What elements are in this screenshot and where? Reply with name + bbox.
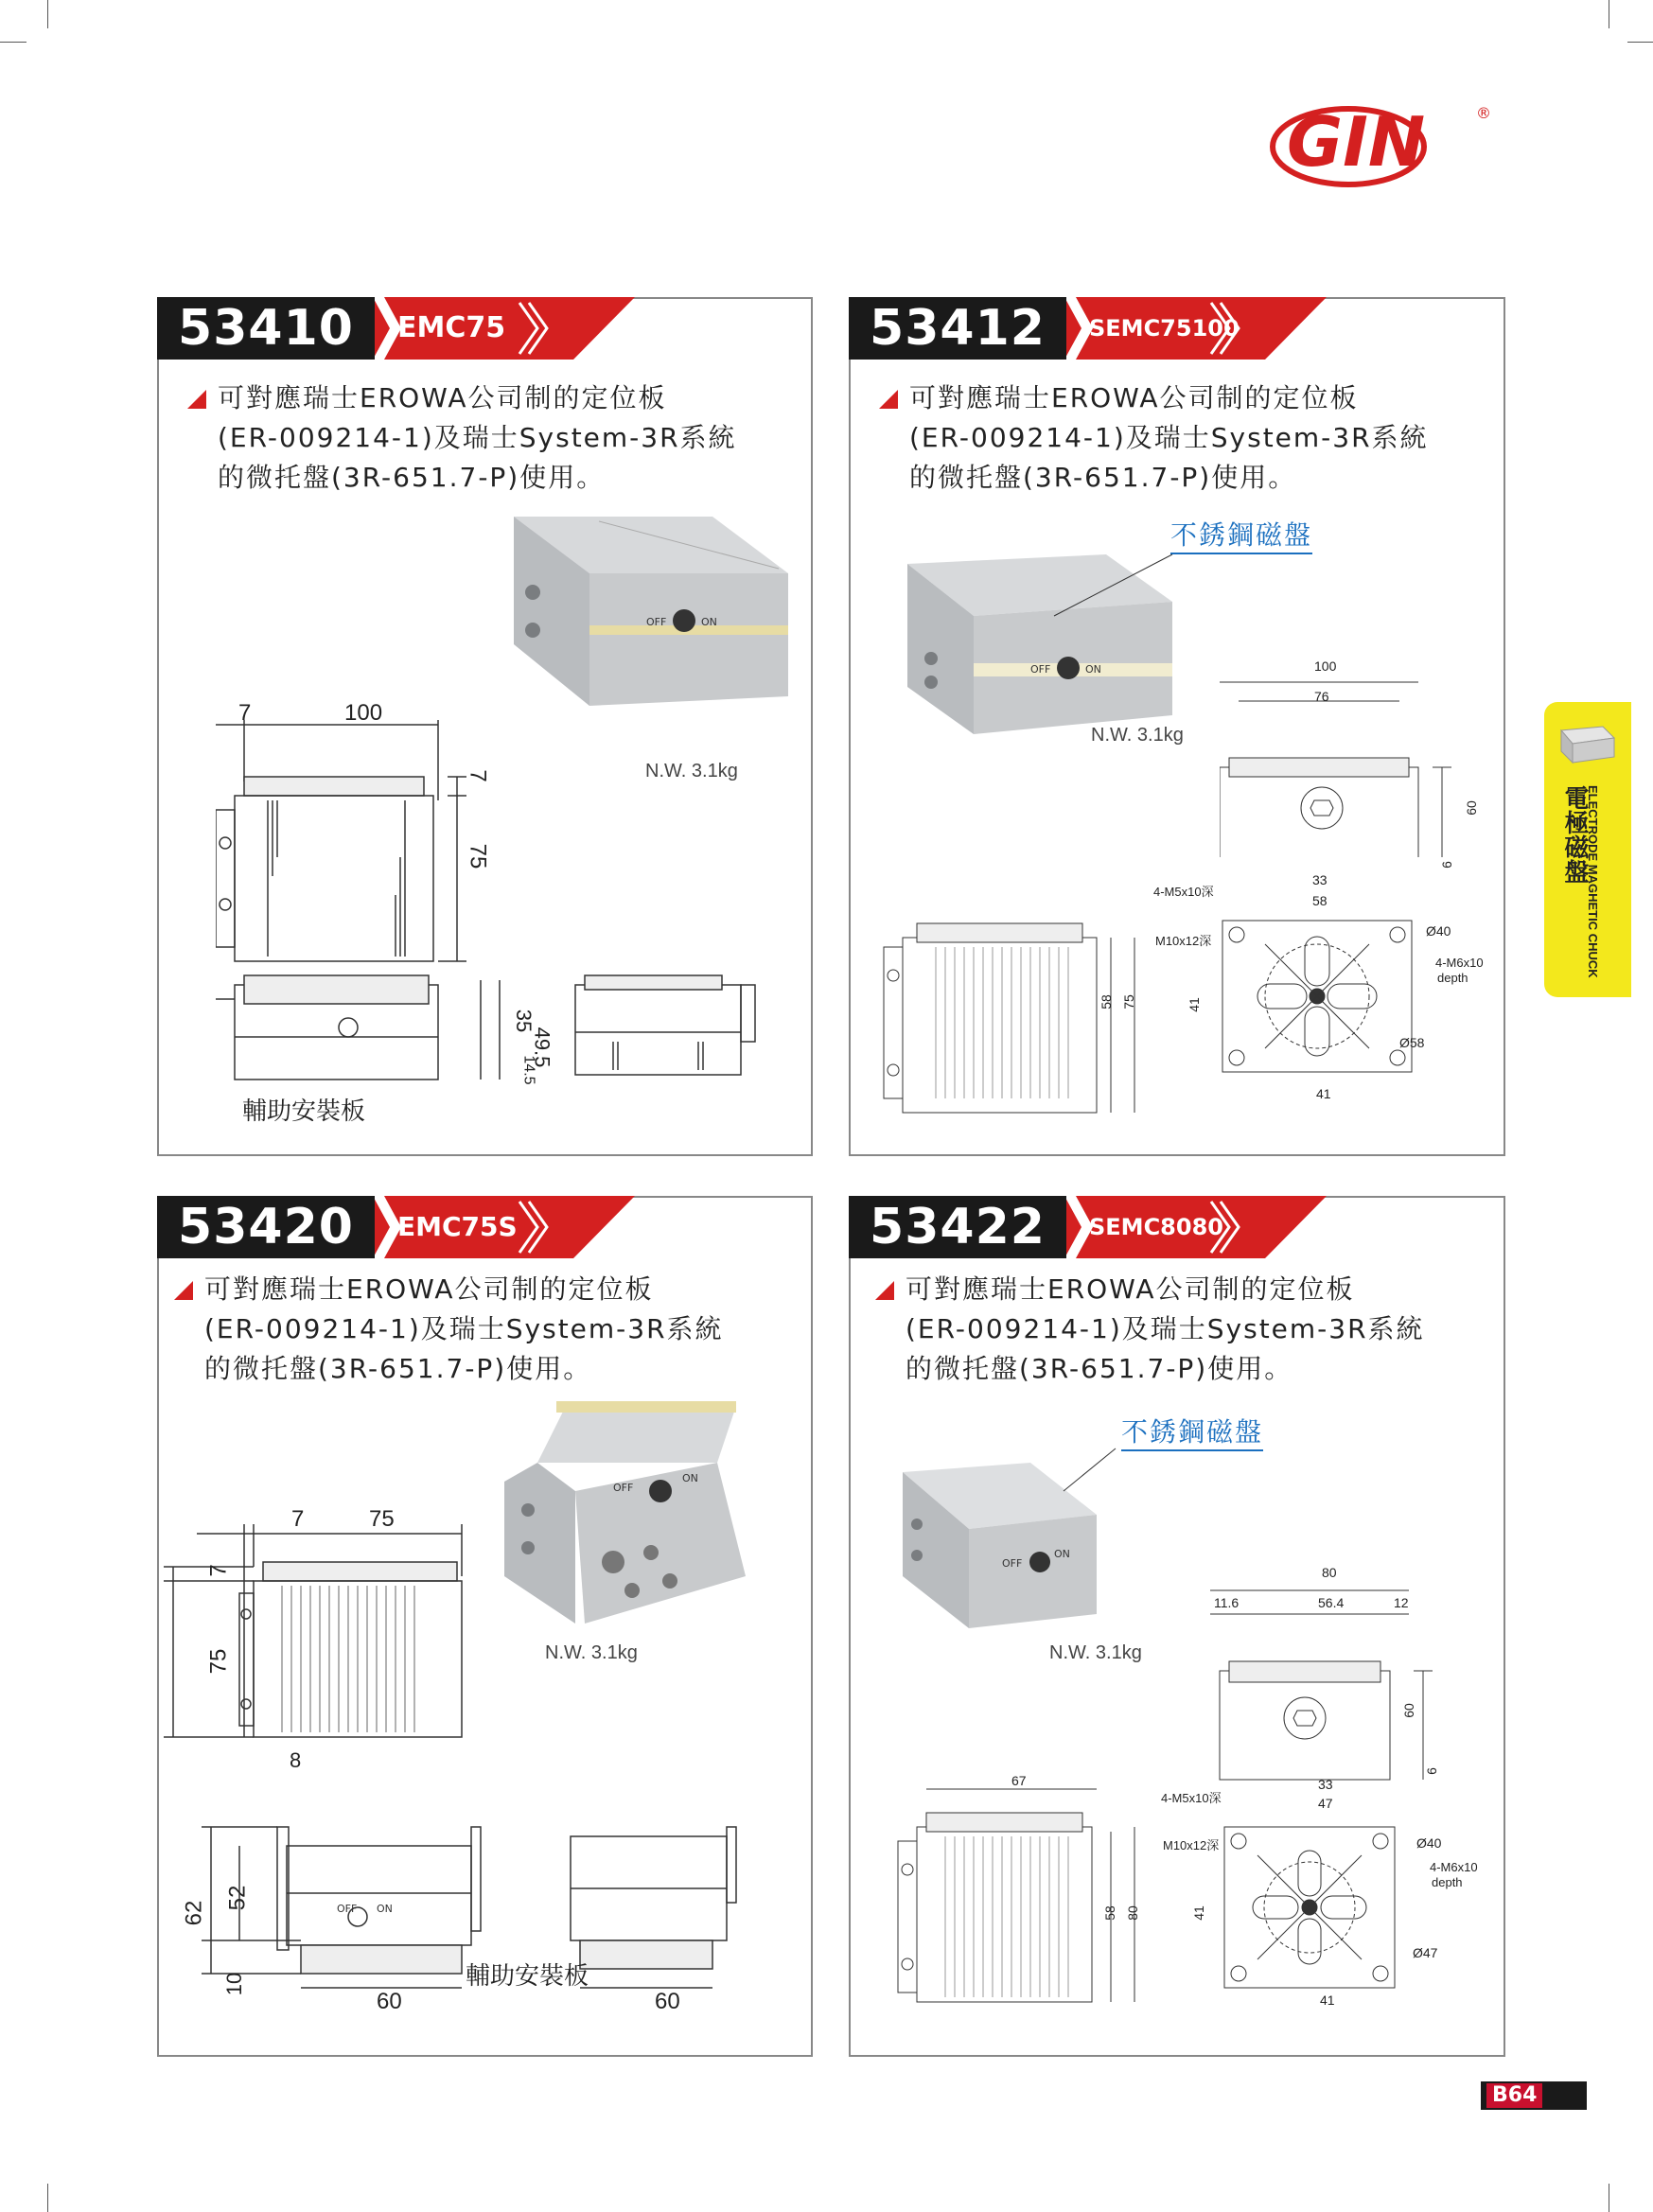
model-label: EMC75 <box>397 311 506 344</box>
dim-7: 7 <box>238 700 252 726</box>
dim-7: 7 <box>291 1506 305 1532</box>
product-photo <box>898 1444 1144 1652</box>
crop-mark <box>0 42 26 43</box>
description: 可對應瑞士EROWA公司制的定位板 (ER-009214-1)及瑞士System-3R系統 的微托盤(3R-651.7-P)使用。 <box>187 378 737 498</box>
dim-6: 6 <box>1438 861 1454 869</box>
product-code: 53410 <box>157 297 375 360</box>
dim-58: 58 <box>1312 893 1328 908</box>
stainless-callout: 不銹鋼磁盤 <box>1170 515 1312 554</box>
svg-text:ON: ON <box>1085 663 1101 676</box>
svg-text:ON: ON <box>701 616 717 628</box>
dim-41b: 41 <box>1320 1993 1335 2008</box>
dim-100: 100 <box>344 700 383 726</box>
panel-header <box>157 297 635 360</box>
svg-text:OFF: OFF <box>337 1903 358 1915</box>
dim-m5: 4-M5x10深 <box>1153 885 1214 899</box>
crop-mark <box>1627 42 1653 43</box>
plan-drawing <box>1218 916 1416 1115</box>
crop-mark <box>47 0 48 28</box>
product-code: 53422 <box>849 1196 1066 1258</box>
dim-75b: 75 <box>205 1648 232 1675</box>
panel-header <box>849 297 1327 360</box>
dim-m10: M10x12深 <box>1155 934 1212 948</box>
front-drawing <box>888 1784 1172 2011</box>
svg-text:OFF: OFF <box>1002 1557 1023 1570</box>
dim-49-5: 49.5 <box>530 1027 554 1068</box>
panel-header <box>157 1196 635 1258</box>
product-panel-53422 <box>849 1196 1505 2057</box>
description: 可對應瑞士EROWA公司制的定位板 (ER-009214-1)及瑞士System-3R系統 的微托盤(3R-651.7-P)使用。 <box>174 1270 724 1389</box>
dim-m10: M10x12深 <box>1163 1838 1220 1852</box>
dim-75: 75 <box>369 1506 395 1532</box>
top-drawing <box>1220 668 1485 857</box>
dim-10: 10 <box>222 1972 247 1996</box>
dim-41: 41 <box>1186 997 1202 1012</box>
description: 可對應瑞士EROWA公司制的定位板 (ER-009214-1)及瑞士System-3R系統 的微托盤(3R-651.7-P)使用。 <box>879 378 1429 498</box>
dim-35: 35 <box>512 1009 536 1033</box>
aux-plate-label: 輔助安裝板 <box>242 1097 366 1126</box>
net-weight: N.W. 3.1kg <box>645 761 738 781</box>
front-drawing <box>159 1519 471 1756</box>
front-drawing <box>216 715 556 1094</box>
dim-depth: depth <box>1432 1875 1463 1889</box>
dim-75: 75 <box>1120 994 1136 1009</box>
bullet-triangle-icon <box>879 390 898 409</box>
dim-76: 76 <box>1314 689 1329 704</box>
svg-text:OFF: OFF <box>613 1482 634 1494</box>
svg-text:ON: ON <box>1054 1548 1070 1560</box>
dim-m6: 4-M6x10 <box>1435 956 1484 970</box>
bullet-triangle-icon <box>174 1281 193 1300</box>
model-label: SEMC8080 <box>1089 1214 1223 1240</box>
model-label: EMC75S <box>397 1211 518 1242</box>
svg-text:ON: ON <box>377 1903 393 1915</box>
dim-58: 58 <box>1101 1905 1117 1921</box>
bullet-triangle-icon <box>187 390 206 409</box>
product-panel-53412 <box>849 297 1505 1156</box>
net-weight: N.W. 3.1kg <box>545 1642 638 1663</box>
model-label: SEMC75100 <box>1089 315 1240 342</box>
dim-m5: 4-M5x10深 <box>1161 1791 1222 1805</box>
svg-text:ON: ON <box>682 1472 698 1484</box>
dim-58c: 58 <box>1098 994 1114 1009</box>
dim-60: 60 <box>1400 1703 1416 1718</box>
logo-text: GIN <box>1287 102 1426 182</box>
aux-plate-label: 輔助安裝板 <box>466 1962 589 1991</box>
dim-7b: 7 <box>465 769 491 782</box>
dim-phi40: Ø40 <box>1416 1835 1442 1851</box>
chuck-thumbnail-icon <box>1554 713 1620 770</box>
dim-62: 62 <box>181 1900 207 1926</box>
dim-41: 41 <box>1190 1905 1206 1921</box>
product-panel-53410 <box>157 297 813 1156</box>
dim-56-4: 56.4 <box>1318 1595 1345 1610</box>
gin-logo <box>1268 95 1514 189</box>
svg-text:OFF: OFF <box>646 616 667 628</box>
product-photo <box>888 526 1191 753</box>
panel-header <box>849 1196 1327 1258</box>
product-photo <box>500 1387 774 1633</box>
dim-100: 100 <box>1314 658 1337 674</box>
side-tab-en: ELECTRODE MAGHETIC CHUCK <box>1586 785 1600 978</box>
svg-text:OFF: OFF <box>1030 663 1051 676</box>
plan-drawing <box>1220 1822 1418 2011</box>
svg-text:®: ® <box>1476 104 1491 122</box>
dim-14-5: 14.5 <box>520 1055 537 1085</box>
dim-8: 8 <box>290 1748 302 1772</box>
dim-7b: 7 <box>205 1564 232 1577</box>
stainless-callout: 不銹鋼磁盤 <box>1121 1412 1263 1451</box>
dim-12: 12 <box>1394 1595 1409 1610</box>
side-drawing <box>566 971 765 1084</box>
category-side-tab[interactable] <box>1544 702 1631 997</box>
page-number: B64 <box>1486 2083 1542 2108</box>
dim-33: 33 <box>1318 1777 1333 1792</box>
product-code: 53412 <box>849 297 1066 360</box>
dim-phi40: Ø40 <box>1426 923 1451 939</box>
product-code: 53420 <box>157 1196 375 1258</box>
dim-60: 60 <box>377 1989 402 2014</box>
bullet-triangle-icon <box>875 1281 894 1300</box>
dim-47: 47 <box>1318 1796 1333 1811</box>
side-tab-zh: 電極磁盤 <box>1560 785 1589 884</box>
net-weight: N.W. 3.1kg <box>1049 1642 1142 1663</box>
net-weight: N.W. 3.1kg <box>1091 725 1184 746</box>
product-panel-53420 <box>157 1196 813 2057</box>
dim-80b: 80 <box>1124 1905 1140 1921</box>
dim-52: 52 <box>224 1885 251 1911</box>
product-photo <box>495 479 807 725</box>
description: 可對應瑞士EROWA公司制的定位板 (ER-009214-1)及瑞士System-3R系統 的微托盤(3R-651.7-P)使用。 <box>875 1270 1425 1389</box>
dim-m6: 4-M6x10 <box>1430 1860 1478 1874</box>
dim-67: 67 <box>1011 1773 1027 1788</box>
dim-11-6: 11.6 <box>1214 1595 1240 1610</box>
page-number-bar <box>1481 2081 1587 2110</box>
dim-33: 33 <box>1312 872 1328 887</box>
dim-60: 60 <box>1463 800 1479 816</box>
dim-6: 6 <box>1423 1767 1439 1775</box>
dim-41b: 41 <box>1316 1086 1331 1101</box>
dim-depth: depth <box>1437 971 1468 985</box>
dim-75: 75 <box>465 843 491 869</box>
dim-phi47: Ø47 <box>1413 1945 1438 1960</box>
crop-mark <box>47 2184 48 2212</box>
dim-phi58: Ø58 <box>1399 1035 1425 1050</box>
dim-60b: 60 <box>655 1989 680 2014</box>
dim-80: 80 <box>1322 1565 1337 1580</box>
